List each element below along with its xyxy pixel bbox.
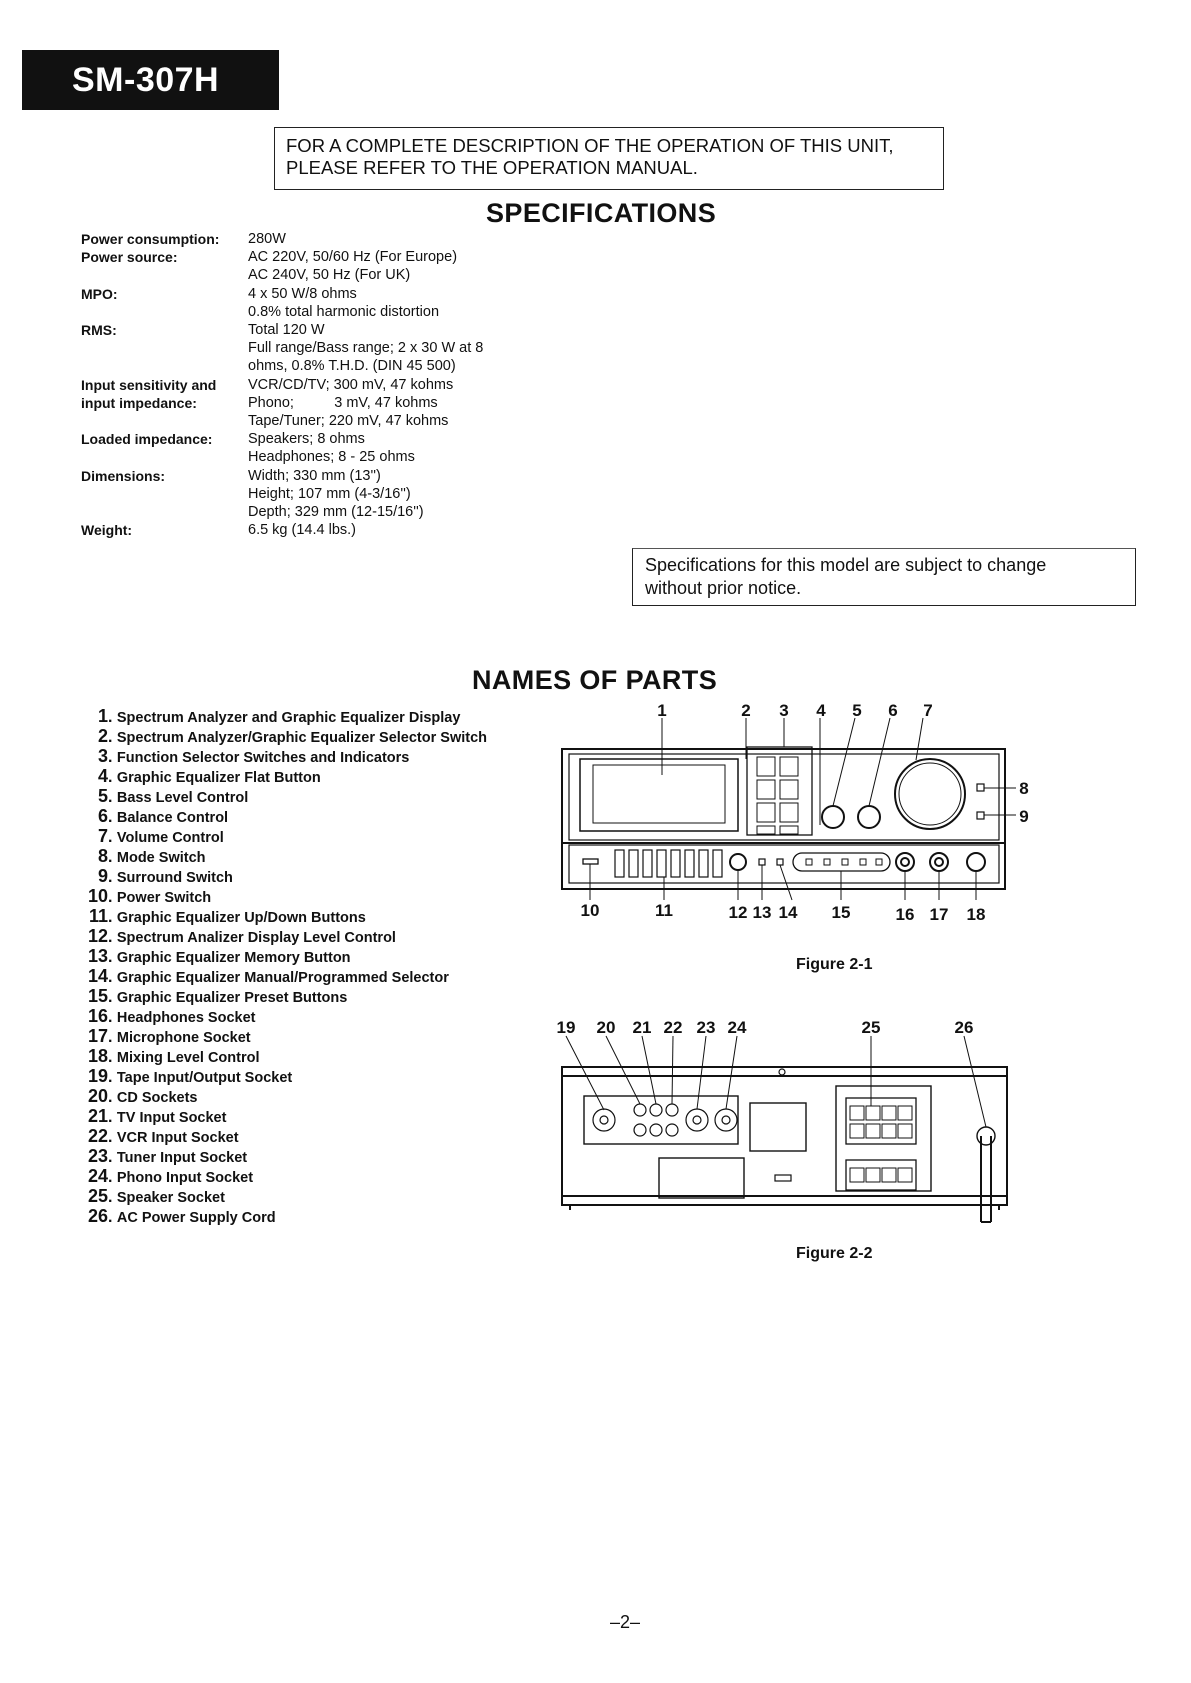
- callout-label: 2: [741, 701, 751, 720]
- spec-label-line: Loaded impedance:: [81, 431, 213, 448]
- part-name: Graphic Equalizer Flat Button: [116, 770, 321, 786]
- callout-label: 26: [954, 1018, 974, 1037]
- callout-label: 14: [778, 903, 798, 922]
- part-separator: .: [108, 1009, 117, 1026]
- callout-label: 1: [657, 701, 667, 720]
- part-number: 26: [87, 1206, 108, 1226]
- part-item: [78, 1166, 487, 1186]
- callout-label: 23: [696, 1018, 716, 1037]
- spec-label: [81, 321, 248, 376]
- spec-values: [248, 230, 286, 248]
- part-item: [78, 1006, 487, 1026]
- spec-label: [81, 521, 248, 539]
- part-separator: .: [108, 1029, 117, 1046]
- part-number: 4: [97, 766, 108, 786]
- part-item: [78, 1066, 487, 1086]
- part-item: [78, 986, 487, 1006]
- spec-row: [81, 230, 483, 248]
- part-item: [78, 1126, 487, 1146]
- callout-label: 7: [923, 701, 933, 720]
- part-name: Spectrum Analizer Display Level Control: [116, 930, 396, 946]
- part-name: Graphic Equalizer Memory Button: [116, 950, 351, 966]
- part-name: Graphic Equalizer Up/Down Buttons: [116, 910, 366, 926]
- part-separator: .: [108, 1049, 117, 1066]
- spec-value-line: Width; 330 mm (13''): [248, 467, 381, 484]
- part-number: 1: [97, 706, 108, 726]
- spec-value-line: Phono; 3 mV, 47 kohms: [248, 394, 438, 411]
- callout-label: 15: [831, 903, 851, 922]
- spec-values: [248, 467, 424, 522]
- part-number: 23: [87, 1146, 108, 1166]
- change-notice-line-1: Specifications for this model are subject to change: [645, 555, 1047, 575]
- part-name: Tape Input/Output Socket: [116, 1070, 293, 1086]
- part-separator: .: [108, 929, 117, 946]
- part-number: 22: [87, 1126, 108, 1146]
- part-number: 18: [87, 1046, 108, 1066]
- spec-row: [81, 248, 483, 284]
- spec-row: [81, 467, 483, 522]
- names-of-parts-title: NAMES OF PARTS: [472, 665, 718, 695]
- part-number: 21: [87, 1106, 108, 1126]
- part-separator: .: [108, 709, 117, 726]
- part-name: Balance Control: [116, 810, 229, 826]
- part-item: [78, 1206, 487, 1226]
- part-number: 13: [87, 946, 108, 966]
- parts-list: [78, 706, 487, 1226]
- part-item: [78, 1146, 487, 1166]
- part-separator: .: [108, 729, 117, 746]
- part-number: 3: [97, 746, 108, 766]
- spec-label-line: input impedance:: [81, 394, 197, 411]
- spec-values: [248, 521, 356, 539]
- spec-label-line: MPO:: [81, 285, 118, 302]
- part-item: [78, 746, 487, 766]
- part-separator: .: [108, 1209, 117, 1226]
- operation-manual-notice: [274, 127, 944, 190]
- bass-knob: [822, 806, 844, 828]
- spec-label: [81, 230, 248, 248]
- spec-value-line: ohms, 0.8% T.H.D. (DIN 45 500): [248, 358, 456, 375]
- part-name: Phono Input Socket: [116, 1170, 254, 1186]
- part-separator: .: [108, 789, 117, 806]
- spec-label: [81, 248, 248, 284]
- spec-value-line: Total 120 W: [248, 322, 325, 339]
- part-number: 25: [87, 1186, 108, 1206]
- callout-label: 16: [895, 905, 915, 924]
- part-separator: .: [108, 1109, 117, 1126]
- change-notice-line-2: without prior notice.: [645, 578, 802, 598]
- front-panel-diagram: [550, 700, 1070, 930]
- part-item: [78, 1086, 487, 1106]
- part-number: 14: [87, 966, 108, 986]
- callout-label: 8: [1019, 779, 1029, 798]
- spec-value-line: Speakers; 8 ohms: [248, 431, 365, 448]
- spec-value-line: 280W: [248, 231, 286, 247]
- part-item: [78, 926, 487, 946]
- spec-label: [81, 376, 248, 431]
- spec-value-line: AC 220V, 50/60 Hz (For Europe): [248, 249, 458, 266]
- part-separator: .: [108, 749, 117, 766]
- part-number: 9: [97, 866, 108, 886]
- part-item: [78, 866, 487, 886]
- part-separator: .: [108, 809, 117, 826]
- part-number: 17: [87, 1026, 108, 1046]
- part-name: Surround Switch: [116, 870, 233, 886]
- part-item: [78, 706, 487, 726]
- callout-label: 10: [580, 901, 600, 920]
- part-separator: .: [108, 869, 117, 886]
- part-item: [78, 946, 487, 966]
- callout-label: 25: [861, 1018, 881, 1037]
- spec-value-line: AC 240V, 50 Hz (For UK): [248, 267, 411, 284]
- part-item: [78, 826, 487, 846]
- spec-value-line: Depth; 329 mm (12-15/16''): [248, 504, 424, 521]
- callout-label: 17: [929, 905, 949, 924]
- part-item: [78, 886, 487, 906]
- spec-values: [248, 376, 453, 431]
- spec-label: [81, 467, 248, 522]
- part-name: Mode Switch: [116, 850, 206, 866]
- spec-label-line: Dimensions:: [81, 467, 166, 484]
- spec-values: [248, 430, 415, 466]
- spec-value-line: Headphones; 8 - 25 ohms: [248, 449, 415, 466]
- part-number: 2: [97, 726, 108, 746]
- spec-label-line: RMS:: [81, 322, 117, 339]
- part-separator: .: [108, 969, 117, 986]
- part-number: 16: [87, 1006, 108, 1026]
- part-item: [78, 1046, 487, 1066]
- part-separator: .: [108, 889, 117, 906]
- callout-label: 11: [655, 901, 673, 920]
- spec-value-line: 0.8% total harmonic distortion: [248, 303, 440, 320]
- part-item: [78, 766, 487, 786]
- spec-label: [81, 285, 248, 321]
- part-name: Bass Level Control: [116, 790, 249, 806]
- spec-values: [248, 285, 439, 321]
- part-separator: .: [108, 1069, 117, 1086]
- part-separator: .: [108, 1149, 117, 1166]
- part-separator: .: [108, 909, 117, 926]
- part-name: Graphic Equalizer Manual/Programmed Selector: [116, 970, 449, 986]
- spec-value-line: 4 x 50 W/8 ohms: [248, 285, 357, 302]
- part-number: 12: [87, 926, 108, 946]
- part-item: [78, 1106, 487, 1126]
- spec-value-line: Full range/Bass range; 2 x 30 W at 8: [248, 340, 484, 357]
- spec-row: [81, 285, 483, 321]
- spec-values: [248, 321, 483, 376]
- part-separator: .: [108, 829, 117, 846]
- spec-row: [81, 376, 483, 431]
- part-separator: .: [108, 1169, 117, 1186]
- spec-label-line: Weight:: [81, 522, 133, 539]
- spec-value-line: Tape/Tuner; 220 mV, 47 kohms: [248, 413, 449, 430]
- part-name: Spectrum Analyzer and Graphic Equalizer Display: [116, 710, 461, 726]
- part-number: 7: [97, 826, 108, 846]
- part-separator: .: [108, 849, 117, 866]
- notice-line-2: PLEASE REFER TO THE OPERATION MANUAL.: [286, 157, 698, 178]
- part-separator: .: [108, 1189, 117, 1206]
- part-name: CD Sockets: [116, 1090, 198, 1106]
- part-item: [78, 966, 487, 986]
- part-separator: .: [108, 1089, 117, 1106]
- part-name: VCR Input Socket: [116, 1130, 239, 1146]
- spec-value-line: 6.5 kg (14.4 lbs.): [248, 522, 356, 539]
- balance-knob: [858, 806, 880, 828]
- callout-label: 20: [596, 1018, 616, 1037]
- specifications-title: SPECIFICATIONS: [486, 198, 717, 228]
- callout-label: 22: [663, 1018, 683, 1037]
- rear-panel-diagram: [550, 1010, 1070, 1240]
- display-window: [580, 759, 738, 831]
- callout-label: 13: [752, 903, 772, 922]
- callout-label: 12: [728, 903, 748, 922]
- callout-label: 5: [852, 701, 862, 720]
- spec-label-line: Power source:: [81, 249, 178, 266]
- part-number: 11: [88, 906, 108, 926]
- part-name: Tuner Input Socket: [116, 1150, 248, 1166]
- part-item: [78, 786, 487, 806]
- part-number: 19: [87, 1066, 108, 1086]
- part-name: Microphone Socket: [116, 1030, 251, 1046]
- spec-row: [81, 430, 483, 466]
- callout-label: 6: [888, 701, 898, 720]
- part-name: Spectrum Analyzer/Graphic Equalizer Selector Switch: [116, 730, 488, 746]
- spec-value-line: Height; 107 mm (4-3/16''): [248, 485, 411, 502]
- callout-label: 3: [779, 701, 789, 720]
- part-number: 5: [97, 786, 108, 806]
- model-title: SM-307H: [22, 50, 279, 110]
- part-name: AC Power Supply Cord: [116, 1210, 276, 1226]
- spec-row: [81, 321, 483, 376]
- part-name: Headphones Socket: [116, 1010, 256, 1026]
- part-name: Function Selector Switches and Indicators: [116, 750, 410, 766]
- callout-label: 24: [727, 1018, 747, 1037]
- page-number: –2–: [610, 1612, 641, 1632]
- part-number: 6: [97, 806, 108, 826]
- part-separator: .: [108, 949, 117, 966]
- front-panel-body: [562, 747, 1005, 889]
- part-item: [78, 1026, 487, 1046]
- part-name: TV Input Socket: [116, 1110, 227, 1126]
- part-item: [78, 726, 487, 746]
- part-item: [78, 906, 487, 926]
- part-number: 10: [87, 886, 108, 906]
- part-separator: .: [108, 769, 117, 786]
- part-name: Volume Control: [116, 830, 224, 846]
- rear-panel-body: [562, 1067, 1007, 1222]
- callout-label: 9: [1019, 807, 1029, 826]
- part-name: Speaker Socket: [116, 1190, 225, 1206]
- callout-label: 4: [816, 701, 826, 720]
- part-name: Graphic Equalizer Preset Buttons: [116, 990, 348, 1006]
- spec-row: [81, 521, 483, 539]
- part-name: Mixing Level Control: [116, 1050, 260, 1066]
- part-separator: .: [108, 1129, 117, 1146]
- specifications-table: [81, 230, 483, 539]
- callout-label: 18: [966, 905, 986, 924]
- part-number: 24: [87, 1166, 108, 1186]
- part-number: 15: [87, 986, 108, 1006]
- callout-label: 19: [556, 1018, 576, 1037]
- part-name: Power Switch: [116, 890, 212, 906]
- part-separator: .: [108, 989, 117, 1006]
- part-number: 20: [87, 1086, 108, 1106]
- spec-label-line: Power consumption:: [81, 231, 220, 247]
- spec-value-line: VCR/CD/TV; 300 mV, 47 kohms: [248, 376, 454, 393]
- notice-line-1: FOR A COMPLETE DESCRIPTION OF THE OPERATION OF THIS UNIT,: [286, 135, 894, 156]
- part-item: [78, 846, 487, 866]
- callout-label: 21: [632, 1018, 652, 1037]
- spec-label: [81, 430, 248, 466]
- figure-2-1-caption: Figure 2-1: [796, 956, 873, 973]
- change-notice: [632, 548, 1136, 606]
- part-item: [78, 1186, 487, 1206]
- part-item: [78, 806, 487, 826]
- figure-2-2-caption: Figure 2-2: [796, 1245, 873, 1262]
- part-number: 8: [97, 846, 108, 866]
- spec-label-line: Input sensitivity and: [81, 376, 217, 393]
- volume-knob: [895, 759, 965, 829]
- spec-values: [248, 248, 457, 284]
